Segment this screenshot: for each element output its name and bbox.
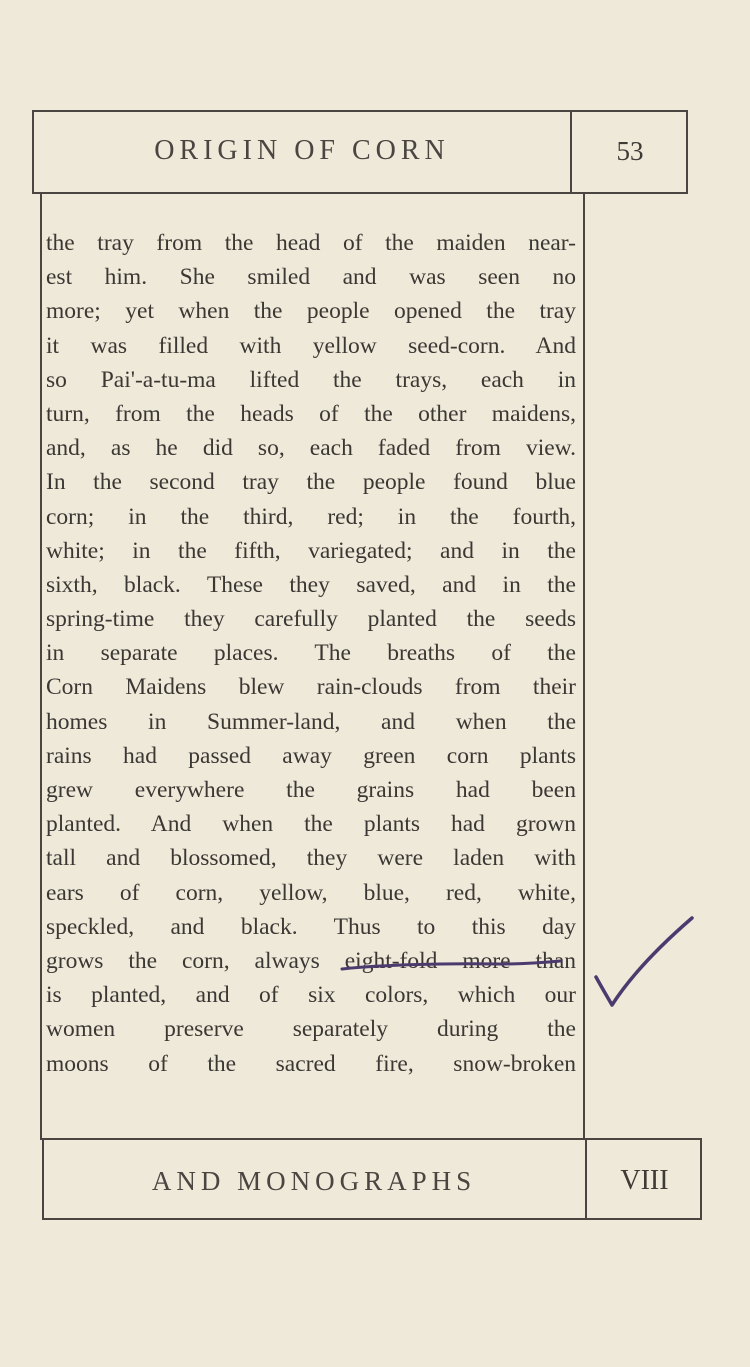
text-line: grows the corn, always eight-fold more than <box>46 947 576 974</box>
footer-volume: VIII <box>620 1165 669 1196</box>
text-line: homes in Summer-land, and when the <box>46 708 576 735</box>
text-line: Corn Maidens blew rain-clouds from their <box>46 674 576 701</box>
text-line: so Pai'-a-tu-ma lifted the trays, each in <box>46 366 576 393</box>
text-line: is planted, and of six colors, which our <box>46 982 576 1009</box>
text-line: turn, from the heads of the other maidens, <box>46 400 576 427</box>
running-head-title: ORIGIN OF CORN <box>154 135 450 166</box>
text-line: est him. She smiled and was seen no <box>46 264 576 291</box>
footer-series-title: AND MONOGRAPHS <box>151 1165 477 1196</box>
text-line: tall and blossomed, they were laden with <box>46 845 576 872</box>
text-line: planted. And when the plants had grown <box>46 811 576 838</box>
text-line: sixth, black. These they saved, and in the <box>46 571 576 598</box>
handwritten-underline <box>342 961 560 969</box>
text-line: the tray from the head of the maiden near- <box>46 230 576 256</box>
text-line: In the second tray the people found blue <box>46 469 576 496</box>
text-line: and, as he did so, each faded from view. <box>46 435 576 462</box>
text-line: ears of corn, yellow, blue, red, white, <box>46 879 576 906</box>
text-line: spring-time they carefully planted the seeds <box>46 606 576 633</box>
text-line: speckled, and black. Thus to this day <box>46 913 576 940</box>
text-line: rains had passed away green corn plants <box>46 742 576 769</box>
text-line: grew everywhere the grains had been <box>46 777 576 803</box>
page-number: 53 <box>616 135 644 166</box>
handwritten-check-mark <box>596 918 692 1005</box>
text-line: women preserve separately during the <box>46 1016 576 1043</box>
text-line: moons of the sacred fire, snow-broken <box>46 1050 576 1077</box>
text-line: white; in the fifth, variegated; and in the <box>46 537 576 564</box>
text-line: it was filled with yellow seed-corn. And <box>46 332 576 359</box>
text-line: corn; in the third, red; in the fourth, <box>46 503 576 530</box>
text-line: in separate places. The breaths of the <box>46 640 576 667</box>
text-line: more; yet when the people opened the tray <box>46 298 576 325</box>
